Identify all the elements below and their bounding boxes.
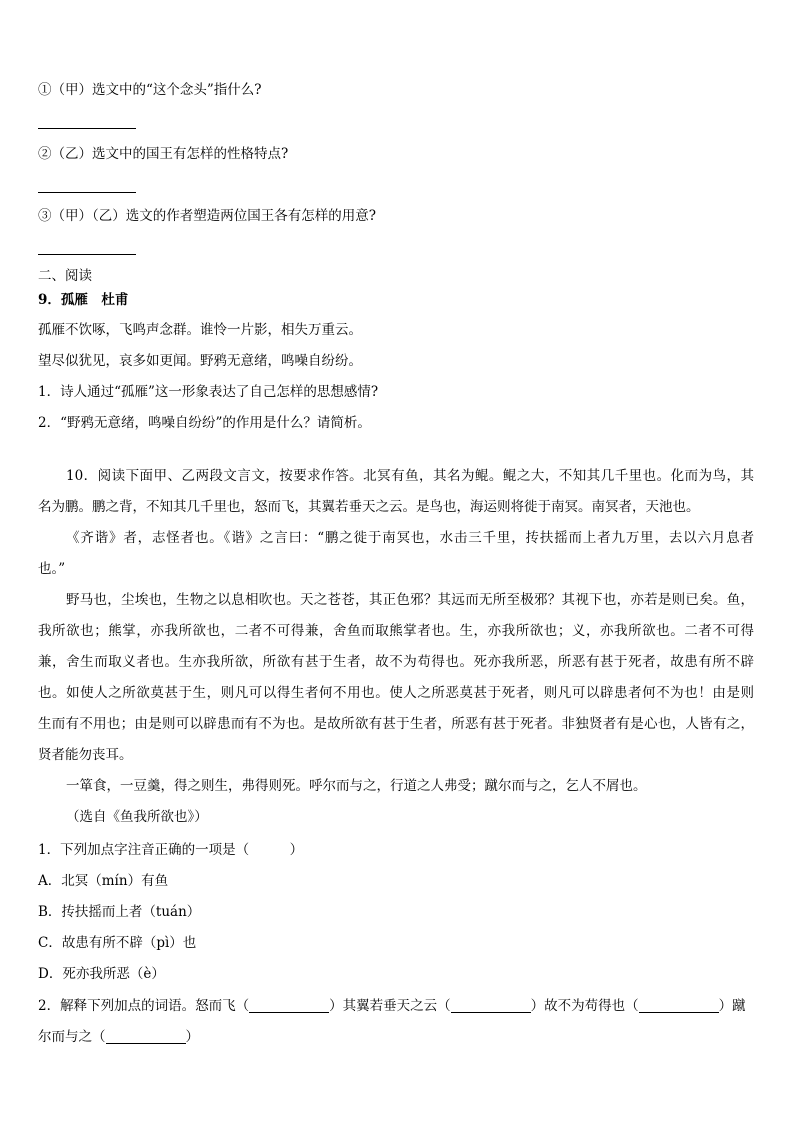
vocab-blank-2[interactable] <box>451 998 531 1013</box>
passage-line: 一箪食，一豆羹，得之则生，弗得则死。呼尔而与之，行道之人弗受；蹴尔而与之，乞人不屑也。 <box>66 778 647 794</box>
vocab-blank-4[interactable] <box>106 1029 186 1044</box>
vocab-blank-1[interactable] <box>249 998 329 1013</box>
vocab-text: ）故不为苟得也（ <box>530 998 639 1014</box>
mc-option-c[interactable]: C．故患有所不辟（pì）也 <box>38 935 197 951</box>
passage-line: 10．阅读下面甲、乙两段文言文，按要求作答。北冥有鱼，其名为鲲。鲲之大，不知其几千里也。化而为鸟，其 <box>66 468 754 484</box>
poem-question-2: 2．“野鸦无意绪，鸣噪自纷纷”的作用是什么？请简析。 <box>38 415 371 431</box>
passage-line: 《齐谐》者，志怪者也。《谐》之言曰：“鹏之徙于南冥也，水击三千里，抟扶摇而上者九万里，去以六月息者 <box>66 530 754 546</box>
question-3: ③（甲）（乙）选文的作者塑造两位国王各有怎样的用意? <box>38 208 376 224</box>
answer-blank-3[interactable] <box>38 254 136 255</box>
passage-source: （选自《鱼我所欲也》） <box>66 809 208 825</box>
vocab-text: 2．解释下列加点的词语。怒而飞（ <box>38 998 250 1014</box>
passage-line: 兼，舍生而取义者也。生亦我所欲，所欲有甚于生者，故不为苟得也。死亦我所恶，所恶有甚于死者，故患有所不辟 <box>38 654 754 670</box>
passage-line: 生而有不用也；由是则可以辟患而有不为也。是故所欲有甚于生者，所恶有甚于死者。非独贤者有是心也，人皆有之， <box>38 716 754 732</box>
vocab-text: ）其翼若垂天之云（ <box>329 998 451 1014</box>
passage-line: 也。如使人之所欲莫甚于生，则凡可以得生者何不用也。使人之所恶莫甚于死者，则凡可以辟患者何不为也！由是则 <box>38 685 754 701</box>
mc-option-a[interactable]: A．北冥（mín）有鱼 <box>38 873 169 889</box>
vocab-text: ）蹴 <box>718 998 746 1014</box>
vocab-question <box>38 996 746 1016</box>
section-heading: 二、阅读 <box>38 268 92 284</box>
passage-line: 也。” <box>38 561 66 577</box>
mc-question: 1．下列加点字注音正确的一项是（ ） <box>38 842 304 858</box>
poem-question-1: 1．诗人通过“孤雁”这一形象表达了自己怎样的思想感情? <box>38 384 379 400</box>
mc-option-d[interactable]: D．死亦我所恶（è） <box>38 966 165 982</box>
question-1: ①（甲）选文中的“这个念头”指什么? <box>38 82 262 98</box>
passage-line: 野马也，尘埃也，生物之以息相吹也。天之苍苍，其正色邪？其远而无所至极邪？其视下也，亦若是则已矣。鱼， <box>66 592 754 608</box>
mc-option-b[interactable]: B．抟扶摇而上者（tuán） <box>38 904 201 920</box>
passage-line: 我所欲也；熊掌，亦我所欲也，二者不可得兼，舍鱼而取熊掌者也。生，亦我所欲也；义，亦我所欲也。二者不可得 <box>38 623 754 639</box>
vocab-text: ） <box>185 1029 199 1045</box>
passage-line: 贤者能勿丧耳。 <box>38 747 133 763</box>
vocab-text: 尔而与之（ <box>38 1029 106 1045</box>
answer-blank-1[interactable] <box>38 128 136 129</box>
poem-line-1: 孤雁不饮啄，飞鸣声念群。谁怜一片影，相失万重云。 <box>38 322 362 338</box>
poem-line-2: 望尽似犹见，哀多如更闻。野鸦无意绪，鸣噪自纷纷。 <box>38 353 362 369</box>
vocab-blank-3[interactable] <box>639 998 719 1013</box>
question-2: ②（乙）选文中的国王有怎样的性格特点? <box>38 146 289 162</box>
vocab-question-cont <box>38 1027 199 1047</box>
poem-heading: 9．孤雁 杜甫 <box>38 292 129 308</box>
passage-line: 名为鹏。鹏之背，不知其几千里也，怒而飞，其翼若垂天之云。是鸟也，海运则将徙于南冥。南冥者，天池也。 <box>38 499 700 515</box>
answer-blank-2[interactable] <box>38 192 136 193</box>
